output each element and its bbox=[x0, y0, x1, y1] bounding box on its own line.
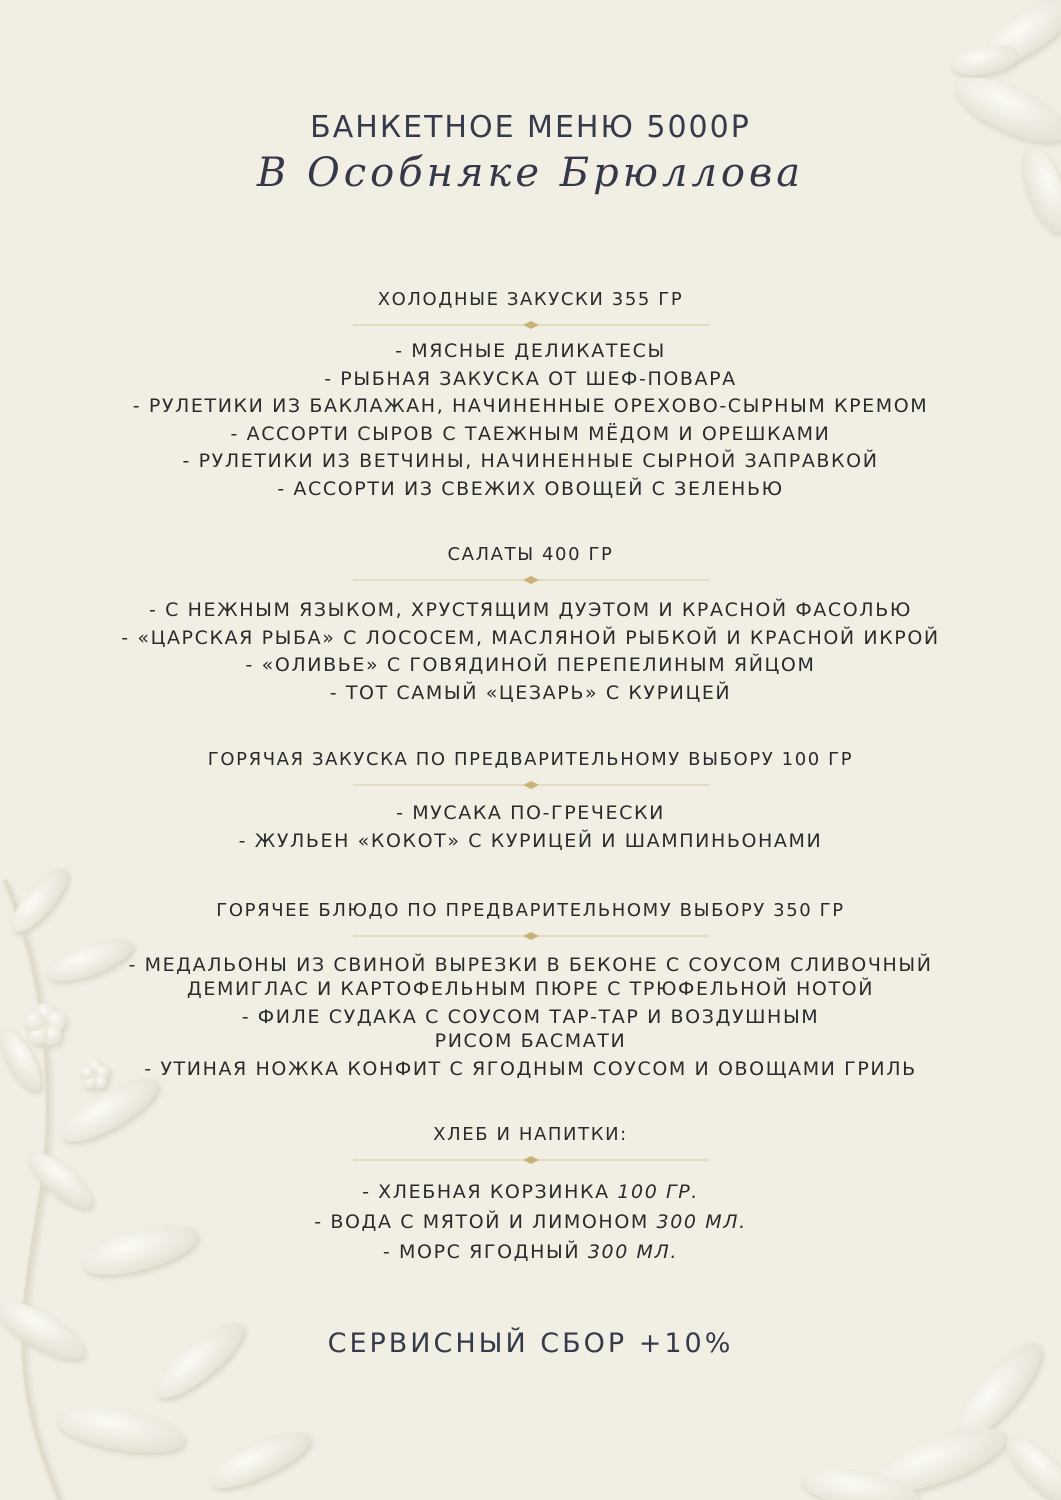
menu-item: - АССОРТИ ИЗ СВЕЖИХ ОВОЩЕЙ С ЗЕЛЕНЬЮ bbox=[277, 477, 784, 500]
menu-item: - РУЛЕТИКИ ИЗ ВЕТЧИНЫ, НАЧИНЕННЫЕ СЫРНОЙ ЗАПРАВКОЙ bbox=[182, 450, 879, 472]
gold-divider bbox=[353, 1155, 709, 1165]
menu-title: БАНКЕТНОЕ МЕНЮ 5000Р bbox=[310, 110, 751, 145]
menu-item: - АССОРТИ СЫРОВ С ТАЕЖНЫМ МЁДОМ И ОРЕШКАМИ bbox=[230, 422, 831, 445]
section-main-course bbox=[0, 899, 1061, 1085]
item-name: - ХЛЕБНАЯ КОРЗИНКА bbox=[362, 1181, 618, 1203]
section-title: ГОРЯЧАЯ ЗАКУСКА ПО ПРЕДВАРИТЕЛЬНОМУ ВЫБОРУ 100 ГР bbox=[207, 749, 854, 770]
menu-subtitle: В Особняке Брюллова bbox=[256, 150, 805, 196]
menu-item: - ФИЛЕ СУДАКА С СОУСОМ ТАР-ТАР И ВОЗДУШНЫМ РИСОМ БАСМАТИ bbox=[241, 1006, 820, 1052]
section-title: ГОРЯЧЕЕ БЛЮДО ПО ПРЕДВАРИТЕЛЬНОМУ ВЫБОРУ 350 ГР bbox=[216, 900, 845, 921]
menu-item: - РУЛЕТИКИ ИЗ БАКЛАЖАН, НАЧИНЕННЫЕ ОРЕХОВО-СЫРНЫМ КРЕМОМ bbox=[132, 395, 929, 417]
menu-item bbox=[0, 1237, 1061, 1267]
section-salads bbox=[0, 543, 1061, 707]
section-hot-appetizer bbox=[0, 748, 1061, 855]
menu-item: - УТИНАЯ НОЖКА КОНФИТ С ЯГОДНЫМ СОУСОМ И ОВОЩАМИ ГРИЛЬ bbox=[144, 1058, 917, 1080]
gold-divider bbox=[353, 575, 709, 585]
section-title: САЛАТЫ 400 ГР bbox=[447, 544, 614, 565]
item-name: - МОРС ЯГОДНЫЙ bbox=[382, 1241, 588, 1263]
gold-divider bbox=[353, 931, 709, 941]
menu-item: - ТОТ САМЫЙ «ЦЕЗАРЬ» С КУРИЦЕЙ bbox=[329, 681, 732, 704]
menu-item: - ЖУЛЬЕН «КОКОТ» С КУРИЦЕЙ И ШАМПИНЬОНАМИ bbox=[238, 829, 823, 852]
menu-item: - «ОЛИВЬЕ» С ГОВЯДИНОЙ ПЕРЕПЕЛИНЫМ ЯЙЦОМ bbox=[245, 654, 816, 676]
gold-divider bbox=[353, 780, 709, 790]
gold-divider bbox=[353, 320, 709, 330]
menu-item: - МУСАКА ПО-ГРЕЧЕСКИ bbox=[396, 802, 665, 824]
section-bread-drinks bbox=[0, 1123, 1061, 1267]
item-amount: 300 МЛ. bbox=[656, 1211, 747, 1233]
menu-item: - МЯСНЫЕ ДЕЛИКАТЕСЫ bbox=[395, 340, 666, 362]
service-fee: СЕРВИСНЫЙ СБОР +10% bbox=[327, 1328, 734, 1359]
menu-item: - МЕДАЛЬОНЫ ИЗ СВИНОЙ ВЫРЕЗКИ В БЕКОНЕ С СОУСОМ СЛИВОЧНЫЙ ДЕМИГЛАС И КАРТОФЕЛЬНЫМ ПЮРЕ С ТРЮФЕЛЬНОЙ НОТОЙ bbox=[128, 954, 933, 1000]
section-title: ХЛЕБ И НАПИТКИ: bbox=[433, 1124, 628, 1145]
section-cold-appetizers bbox=[0, 288, 1061, 503]
section-title: ХОЛОДНЫЕ ЗАКУСКИ 355 ГР bbox=[377, 289, 684, 310]
menu-item: - С НЕЖНЫМ ЯЗЫКОМ, ХРУСТЯЩИМ ДУЭТОМ И КРАСНОЙ ФАСОЛЬЮ bbox=[149, 599, 912, 621]
menu-item: - РЫБНАЯ ЗАКУСКА ОТ ШЕФ-ПОВАРА bbox=[324, 367, 737, 390]
menu-item bbox=[0, 1207, 1061, 1237]
item-amount: 300 МЛ. bbox=[587, 1241, 679, 1263]
item-amount: 100 ГР. bbox=[617, 1181, 699, 1203]
menu-item bbox=[0, 1177, 1061, 1207]
item-name: - ВОДА С МЯТОЙ И ЛИМОНОМ bbox=[314, 1211, 657, 1233]
menu-item: - «ЦАРСКАЯ РЫБА» С ЛОСОСЕМ, МАСЛЯНОЙ РЫБКОЙ И КРАСНОЙ ИКРОЙ bbox=[121, 626, 940, 649]
